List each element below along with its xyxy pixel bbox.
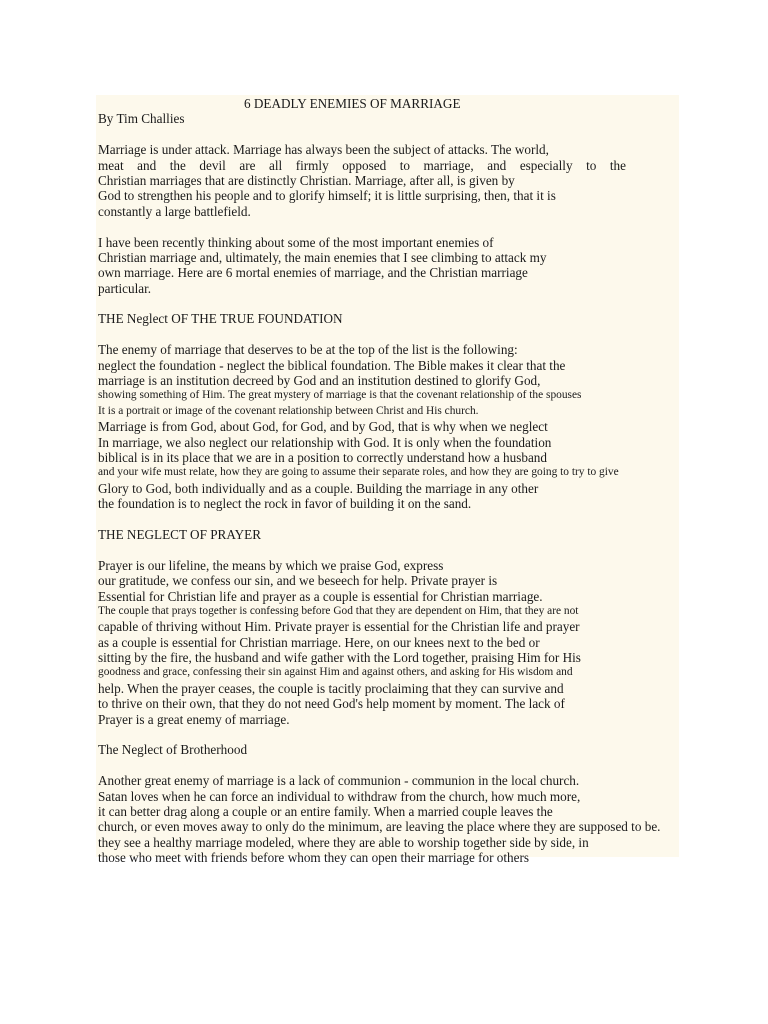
text-line: capable of thriving without Him. Private prayer is essential for the Christian life and prayer: [98, 619, 580, 635]
section-heading: THE NEGLECT OF PRAYER: [98, 526, 262, 542]
text-line: Prayer is a great enemy of marriage.: [98, 711, 290, 727]
text-line: they see a healthy marriage modeled, where they are able to worship together side by side, in: [98, 834, 589, 850]
text-line: showing something of Him. The great mystery of marriage is that the covenant relationship of the spouses: [98, 389, 582, 402]
document-title: 6 DEADLY ENEMIES OF MARRIAGE: [244, 96, 461, 111]
text-line: Satan loves when he can force an individual to withdraw from the church, how much more,: [98, 788, 581, 804]
text-line: Marriage is under attack. Marriage has always been the subject of attacks. The world,: [98, 142, 549, 158]
text-line: Prayer is our lifeline, the means by which we praise God, express: [98, 557, 444, 573]
text-line: neglect the foundation - neglect the biblical foundation. The Bible makes it clear that the: [98, 357, 566, 373]
paragraph-foundation: [98, 342, 738, 511]
text-line: help. When the prayer ceases, the couple is tacitly proclaiming that they can survive and: [98, 680, 564, 696]
text-line: it can better drag along a couple or an entire family. When a married couple leaves the: [98, 803, 553, 819]
text-line: biblical is in its place that we are in a position to correctly understand how a husband: [98, 449, 547, 465]
text-line: sitting by the fire, the husband and wife gather with the Lord together, praising Him for His: [98, 650, 581, 666]
text-line: Christian marriages that are distinctly Christian. Marriage, after all, is given by: [98, 172, 515, 188]
paragraph-gap: [98, 542, 738, 557]
paragraph-gap: [98, 512, 738, 527]
document-author: By Tim Challies: [98, 111, 185, 127]
paragraph-brotherhood: [98, 773, 738, 865]
text-line: Marriage is from God, about God, for God, and by God, that is why when we neglect: [98, 419, 548, 435]
text-line: constantly a large battlefield.: [98, 203, 251, 219]
text-line: own marriage. Here are 6 mortal enemies of marriage, and the Christian marriage: [98, 265, 528, 281]
paragraph-gap: [98, 219, 738, 234]
document-body: [98, 96, 738, 866]
text-line: It is a portrait or image of the covenant relationship between Christ and His church.: [98, 404, 479, 417]
text-line: as a couple is essential for Christian marriage. Here, on our knees next to the bed or: [98, 634, 540, 650]
text-line: those who meet with friends before whom they can open their marriage for others: [98, 850, 530, 866]
text-line: Glory to God, both individually and as a couple. Building the marriage in any other: [98, 480, 539, 496]
section-heading: THE Neglect OF THE TRUE FOUNDATION: [98, 311, 343, 327]
text-line: The couple that prays together is confessing before God that they are dependent on Him, that they are not: [98, 604, 579, 617]
paragraph-intro: [98, 142, 738, 219]
text-line: Another great enemy of marriage is a lack of communion - communion in the local church.: [98, 773, 580, 789]
paragraph-gap: [98, 758, 738, 773]
paragraph-prayer: [98, 558, 738, 727]
section-heading: The Neglect of Brotherhood: [98, 742, 248, 758]
paragraph-gap: [98, 327, 738, 342]
text-line: our gratitude, we confess our sin, and we beseech for help. Private prayer is: [98, 573, 498, 589]
text-line: God to strengthen his people and to glorify himself; it is little surprising, then, that it is: [98, 188, 556, 204]
text-line: to thrive on their own, that they do not need God's help moment by moment. The lack of: [98, 696, 565, 712]
text-line: particular.: [98, 280, 152, 296]
text-line: church, or even moves away to only do the minimum, are leaving the place where they are supposed to be.: [98, 819, 661, 835]
text-line: Christian marriage and, ultimately, the main enemies that I see climbing to attack my: [98, 249, 547, 265]
text-line: Essential for Christian life and prayer as a couple is essential for Christian marriage.: [98, 588, 543, 604]
text-line: the foundation is to neglect the rock in favor of building it on the sand.: [98, 496, 472, 512]
text-line: The enemy of marriage that deserves to be at the top of the list is the following:: [98, 342, 518, 358]
text-line: marriage is an institution decreed by God and an institution destined to glorify God,: [98, 373, 541, 389]
text-line: In marriage, we also neglect our relationship with God. It is only when the foundation: [98, 434, 552, 450]
text-line: goodness and grace, confessing their sin against Him and against others, and asking for His wisdom and: [98, 666, 573, 679]
text-line: meat and the devil are all firmly opposed to marriage, and especially to the: [98, 157, 626, 173]
paragraph-enemies-intro: [98, 235, 738, 297]
paragraph-gap: [98, 127, 738, 142]
text-line: I have been recently thinking about some of the most important enemies of: [98, 234, 494, 250]
paragraph-gap: [98, 296, 738, 311]
text-line: and your wife must relate, how they are going to assume their separate roles, and how they are going to try to give: [98, 466, 619, 479]
paragraph-gap: [98, 727, 738, 742]
